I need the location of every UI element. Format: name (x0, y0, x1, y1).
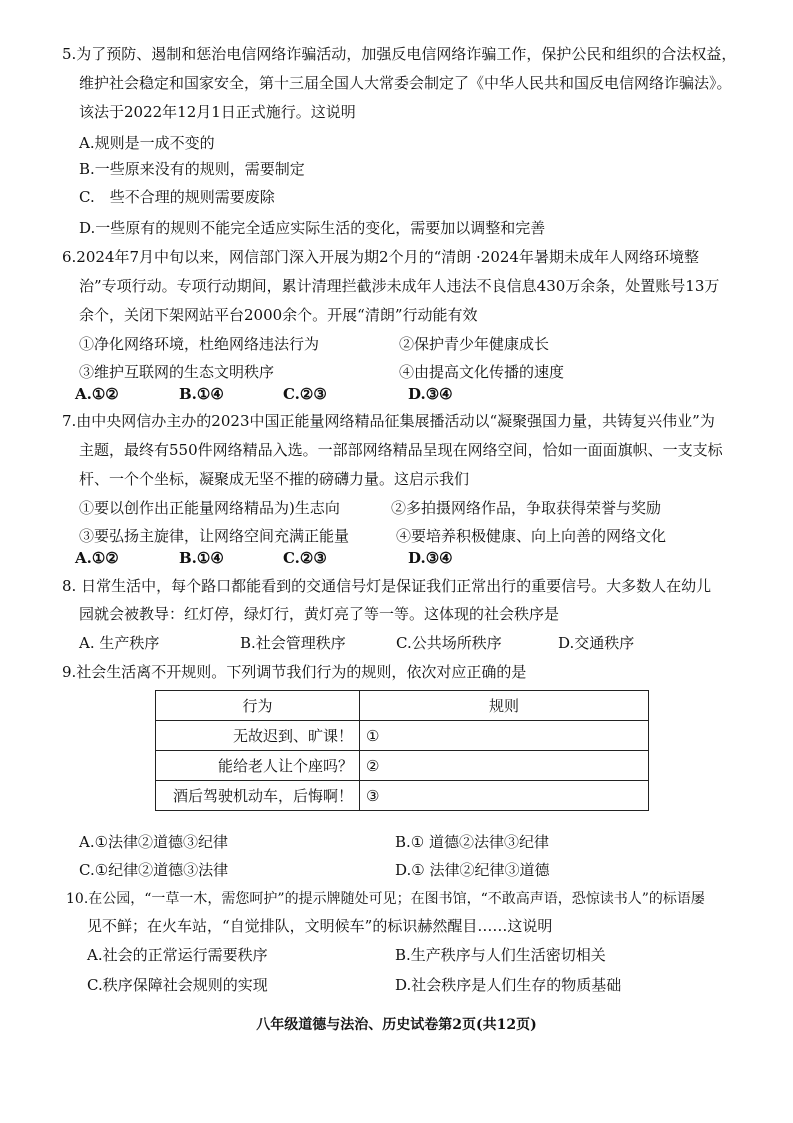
q5-option-c: C. 些不合理的规则需要废除 (79, 188, 275, 206)
q6-stem-line-2: 治”专项行动。专项行动期间，累计清理拦截涉未成年人违法不良信息430万余条，处置账号13万 (79, 277, 720, 295)
q5-option-d: D.一些原有的规则不能完全适应实际生活的变化，需要加以调整和完善 (79, 219, 546, 237)
q6-choice-a: A.①② (75, 385, 119, 403)
q7-choice-c: C.②③ (283, 549, 327, 567)
q7-choice-b: B.①④ (179, 549, 224, 567)
q7-stem-line-2: 主题，最终有550件网络精品入选。一部部网络精品呈现在网络空间，恰如一面面旗帜、一支支标 (79, 441, 723, 459)
q5-stem-line-3: 该法于2022年12月1日正式施行。这说明 (79, 103, 356, 121)
table-header-row (156, 691, 649, 721)
q9-choice-c: C.①纪律②道德③法律 (79, 861, 229, 879)
q6-stem-line-1: 6.2024年7月中旬以来，网信部门深入开展为期2个月的“清朗 ·2024年暑期未成年人网络环境整 (62, 248, 699, 266)
table-cell-rule: ③ (360, 781, 649, 811)
q10-choice-b: B.生产秩序与人们生活密切相关 (395, 946, 606, 964)
q10-stem-line-2: 见不鲜；在火车站，“自觉排队，文明候车”的标识赫然醒目……这说明 (87, 917, 553, 935)
q7-item-3: ③要弘扬主旋律，让网络空间充满正能量 (79, 527, 350, 545)
q6-item-1: ①净化网络环境，杜绝网络违法行为 (79, 335, 320, 353)
q6-item-2: ②保护青少年健康成长 (399, 335, 550, 353)
q7-stem-line-3: 杆、一个个坐标，凝聚成无坚不摧的磅礴力量。这启示我们 (79, 470, 470, 488)
q5-option-b: B.一些原来没有的规则，需要制定 (79, 160, 305, 178)
q9-choice-d: D.① 法律②纪律③道德 (395, 861, 550, 879)
q6-choice-d: D.③④ (408, 385, 453, 403)
table-header-behavior: 行为 (156, 691, 360, 721)
q8-choice-b: B.社会管理秩序 (240, 634, 346, 652)
table-cell-behavior: 能给老人让个座吗？ (156, 751, 360, 781)
q7-item-2: ②多拍摄网络作品，争取获得荣誉与奖励 (391, 499, 662, 517)
q5-option-a: A.规则是一成不变的 (79, 134, 215, 152)
behavior-rule-table (155, 690, 649, 811)
q7-choice-a: A.①② (75, 549, 119, 567)
q7-choice-d: D.③④ (408, 549, 453, 567)
q10-stem-line-1: 10.在公园，“一草一木，需您呵护”的提示牌随处可见；在图书馆，“不敢高声语，恐惊读书人”的标语屡 (66, 891, 705, 907)
q6-choice-c: C.②③ (283, 385, 327, 403)
q6-choice-b: B.①④ (179, 385, 224, 403)
q7-stem-line-1: 7.由中央网信办主办的2023中国正能量网络精品征集展播活动以“凝聚强国力量，共铸复兴伟业”为 (62, 412, 715, 430)
q8-choice-c: C.公共场所秩序 (396, 634, 502, 652)
q5-stem-line-2: 维护社会稳定和国家安全，第十三届全国人大常委会制定了《中华人民共和国反电信网络诈骗法》。 (79, 74, 732, 92)
q6-item-4: ④由提高文化传播的速度 (399, 363, 565, 381)
q5-stem-line-1: 5.为了预防、遏制和惩治电信网络诈骗活动，加强反电信网络诈骗工作，保护公民和组织的合法权益， (62, 45, 737, 63)
table-header-rule: 规则 (360, 691, 649, 721)
q6-stem-line-3: 余个，关闭下架网站平台2000余个。开展“清朗”行动能有效 (79, 306, 478, 324)
q10-choice-a: A.社会的正常运行需要秩序 (87, 946, 268, 964)
q9-choice-b: B.① 道德②法律③纪律 (395, 833, 550, 851)
q10-choice-d: D.社会秩序是人们生存的物质基础 (395, 976, 622, 994)
q8-choice-a: A. 生产秩序 (79, 634, 160, 652)
table-cell-rule: ① (360, 721, 649, 751)
table-cell-behavior: 无故迟到、旷课！ (156, 721, 360, 751)
q7-item-4: ④要培养积极健康、向上向善的网络文化 (396, 527, 667, 545)
q6-item-3: ③维护互联网的生态文明秩序 (79, 363, 275, 381)
table-cell-rule: ② (360, 751, 649, 781)
q9-stem: 9.社会生活离不开规则。下列调节我们行为的规则，依次对应正确的是 (62, 663, 527, 681)
table-row (156, 751, 649, 781)
table-row (156, 781, 649, 811)
q8-stem-line-2: 园就会被教导：红灯停，绿灯行，黄灯亮了等一等。这体现的社会秩序是 (79, 605, 560, 623)
q8-stem-line-1: 8. 日常生活中，每个路口都能看到的交通信号灯是保证我们正常出行的重要信号。大多数人在幼儿 (62, 577, 712, 595)
q9-choice-a: A.①法律②道德③纪律 (79, 833, 229, 851)
q7-item-1: ①要以创作出正能量网络精品为)生志向 (79, 499, 340, 517)
page-footer: 八年级道德与法治、历史试卷第2页(共12页) (256, 1017, 537, 1033)
q8-choice-d: D.交通秩序 (558, 634, 635, 652)
table-row (156, 721, 649, 751)
q10-choice-c: C.秩序保障社会规则的实现 (87, 976, 268, 994)
table-cell-behavior: 酒后驾驶机动车，后悔啊！ (156, 781, 360, 811)
